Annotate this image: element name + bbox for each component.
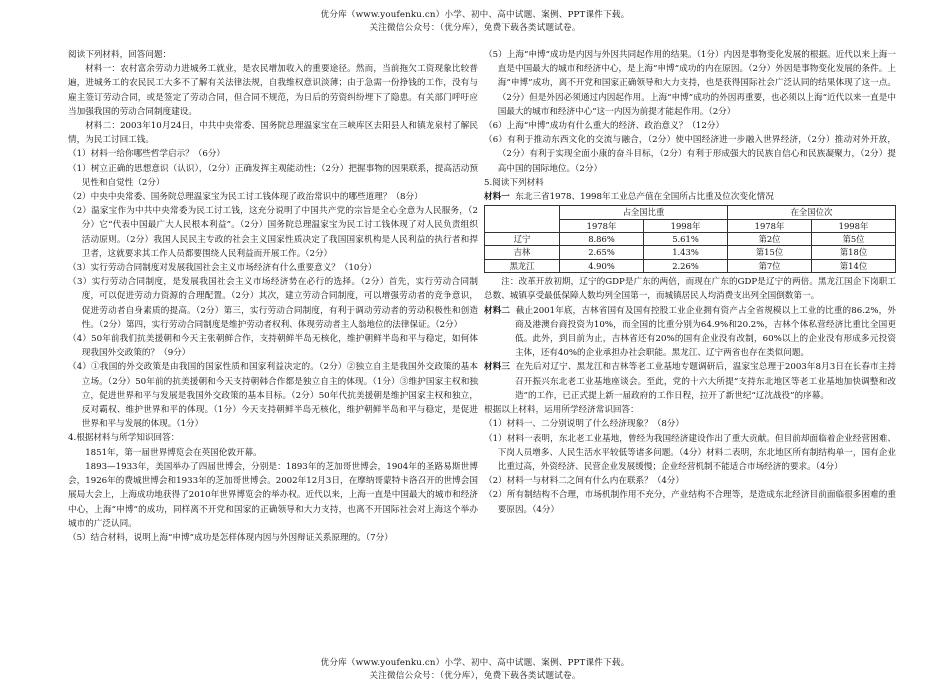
left-paragraph: （3）实行劳动合同制度对发展我国社会主义市场经济有什么重要意义？（10分） [68,263,377,274]
right-mid-section [484,275,896,303]
material-1-heading [484,190,896,204]
table-corner-cell [485,206,560,233]
left-paragraph: 材料一：农村富余劳动力进城务工就业，是农民增加收入的重要途径。然而，当前拖欠工资现象比较普遍，进城务工的农民民工大多不了解有关法律法规，自我维权意识淡薄；由于急需一份挣钱的工作，没有与雇主签订劳动合同，或是签定了劳动合同，但合同不规范，为日后的劳资纠纷埋下了隐患。有关部门呼吁应当加强我国的劳动合同制度建设。 [68,64,478,117]
table-row [485,246,896,259]
left-paragraph: （2）中央中央常委、国务院总理温家宝为民工讨工钱体现了政治常识中的哪些道理？（8分） [68,192,423,203]
right-top-paragraph: 5.阅读下列材料 [484,177,544,188]
table-year-header: 1978年 [560,219,644,232]
table-header-row [485,206,896,219]
left-paragraph: （3）实行劳动合同制度，是发展我国社会主义市场经济势在必行的选择。（2分）首先，实行劳动合同制度，可以促进劳动力资源的合理配置。（2分）其次，建立劳动合同制度，可以增强劳动者的竞争意识，促进劳动者自身素质的提高。（2分）第三，实行劳动合同制度，有利于调动劳动者的劳动积极性和创造性。（2分）第四，实行劳动合同制度是维护劳动者权利、体现劳动者主人翁地位的法律保证。（2分） [68,277,478,330]
table-group-rank: 在全国位次 [728,206,896,219]
material-2-text: 截止2001年底，吉林省国有及国有控股工业企业拥有资产占全省规模以上工业的比重的86.2%，外商及港澳台商投资为10%，而全国的比重分别为64.9%和20.2%，吉林个体私营经济比重比全国更低。此外，到目前为止，吉林省还有20%的国有企业没有改制，60%以上的企业没有形成多元投资主体，还有40%的企业承担办社会职能。黑龙江、辽宁两省也存在类似问题。 [514,305,896,359]
table-province: 辽宁 [485,233,560,246]
table-row [485,259,896,272]
table-cell: 2.26% [644,259,728,272]
right-bottom-section [484,403,896,517]
left-paragraph: 阅读下列材料，回答问题： [68,50,172,60]
right-bottom-paragraph: 根据以上材料，运用所学经济常识回答： [484,405,639,416]
table-cell: 4.90% [560,259,644,272]
left-paragraph: 1893—1933年，美国举办了四届世博会，分别是：1893年的芝加哥世博会，1904年的圣路易斯世博会，1926年的费城世博会和1933年的芝加哥世博会。2002年12月3日，在摩纳哥蒙特卡洛召开的世博会国展局大会上，上海成功地获得了2010年世界博览会的举办权。近代以来，上海一直是中国最大的城市和经济中心，上海“申博”的成功，同样离不开党和国家的正确领导和大力支持，也离不开国际社会对上海这个举办城市的广泛认同。 [68,461,478,529]
footer-line-1: 优分库（www.youfenku.cn）小学、初中、高中试题、案例、PPT课件下载。 [320,658,630,668]
right-top-paragraph: （5）上海“申博”成功是内因与外因共同起作用的结果。（1分）内因是事物变化发展的根据。近代以来上海一直是中国最大的城市和经济中心，是上海“申博”成功的内在原因。（2分）外因是事物变化发展的条件。上海“申博”成功，离不开党和国家正确领导和大力支持，也是获得国际社会广泛认同的结果体现了这一点。（2分）但是外因必须通过内因起作用。上海“申博”成功的外因再重要，也必须以上海“近代以来一直是中国最大的城市和经济中心”这一内因为前提才能起作用。（2分） [484,50,896,117]
right-top-paragraph: （6）有利于推动东西文化的交流与融合，（2分）使中国经济进一步融入世界经济，（2分）推动对外开放，（2分）有利于实现全面小康的奋斗目标，（2分）有利于形成强大的民族自信心和民族凝聚力，（2分）提高中国的国际地位。（2分） [484,135,896,174]
right-bottom-paragraph: （2）所有制结构不合理，市场机制作用不充分，产业结构不合理等，是造成东北经济目前面临很多困难的重要原因。（4分） [484,490,896,515]
material-3-label: 材料三 [484,362,511,373]
table-cell: 第2位 [728,233,812,246]
left-paragraph: （1）材料一给你哪些哲学启示？（6分） [68,149,226,160]
industry-share-table [484,205,896,273]
table-province: 吉林 [485,246,560,259]
table-year-header: 1998年 [644,219,728,232]
table-province: 黑龙江 [485,259,560,272]
left-paragraph: （1）树立正确的思想意识（认识），（2分）正确发挥主观能动性；（2分）把握事物的因果联系，提高活动预见性和自觉性（2分） [68,163,478,188]
table-cell: 1.43% [644,246,728,259]
material-1-title: 东北三省1978、1998年工业总产值在全国所占比重及位次变化情况 [515,192,774,203]
table-group-share: 占全国比重 [560,206,728,219]
right-top-paragraph: （6）上海“申博”成功有什么重大的经济、政治意义？（12分） [484,121,725,132]
table-cell: 8.86% [560,233,644,246]
left-paragraph: 材料二：2003年10月24日，中共中央常委、国务院总理温家宝在三峡库区去阳县人和镇龙泉村了解民情，为民工讨回工钱。 [68,121,478,146]
right-top-section [484,48,896,190]
table-cell: 5.61% [644,233,728,246]
left-column [68,48,478,545]
left-paragraph: 4.根据材料与所学知识回答： [68,433,180,444]
material-3 [484,360,896,403]
material-2 [484,304,896,361]
material-2-label: 材料二 [484,305,511,316]
right-column [484,48,896,517]
table-cell: 第14位 [812,259,896,272]
right-bottom-paragraph: （1）材料一表明，东北老工业基地，曾经为我国经济建设作出了重大贡献。但目前却面临着企业经营困难、下岗人员增多、人民生活水平较低等诸多问题。（4分）材料二表明，东北地区所有制结构单一，国有企业比重过高，外资经济、民营企业发展缓慢；企业经营机制不能适合市场经济的要求。（4分） [484,433,896,472]
right-bottom-paragraph: （1）材料一、二分别说明了什么经济现象？（8分） [484,419,684,430]
left-paragraph: （4）50年前我们抗美援朝和今天主张朝鲜合作，支持朝鲜半岛无核化，维护朝鲜半岛和平与稳定，如何体现我国外交政策的？（9分） [68,334,478,359]
material-3-text: 在先后对辽宁、黑龙江和吉林等老工业基地专题调研后，温家宝总理于2003年8月3日在长春市主持召开振兴东北老工业基地座谈会。至此，党的十六大所提“支持东北地区等老工业基地加快调整和改造”的工作，已正式提上新一届政府的工作日程，拉开了新世纪“辽沈战役”的序幕。 [514,362,897,401]
page-header [0,9,950,35]
footer-line-2: 关注微信公众号：（优分库），免费下载各类试题试卷。 [369,671,581,681]
header-line-2: 关注微信公众号：（优分库），免费下载各类试题试卷。 [369,23,581,33]
table-year-header: 1978年 [728,219,812,232]
right-mid-paragraph: 注：改革开放初期，辽宁的GDP是广东的两倍，而现在广东的GDP是辽宁的两倍。黑龙江国企下岗职工总数、城镇享受最低保障人数均列全国第一，而城镇居民人均消费支出列全国倒数第一。 [484,277,896,302]
page-footer [0,657,950,683]
header-line-1: 优分库（www.youfenku.cn）小学、初中、高中试题、案例、PPT课件下载。 [320,10,630,20]
table-cell: 第18位 [812,246,896,259]
table-cell: 第7位 [728,259,812,272]
right-bottom-paragraph: （2）材料一与材料二之间有什么内在联系？（4分） [484,476,684,487]
table-cell: 第5位 [812,233,896,246]
table-row [485,233,896,246]
material-1-label: 材料一 [484,192,510,203]
table-cell: 第15位 [728,246,812,259]
left-paragraph: （4）①我国的外交政策是由我国的国家性质和国家利益决定的。（2分）②独立自主是我国外交政策的基本立场。（2分）50年前的抗美援朝和今天支持朝韩合作都是独立自主的体现。（1分）③维护国家主权和独立，促进世界和平与发展是我国外交政策的基本目标。（2分）50年代抗美援朝是维护国家主权和独立，反对霸权、维护世界和平的体现。（1分）今天支持朝鲜半岛无核化，维护朝鲜半岛和平与稳定，是促进世界和平与发展的体现。（1分） [68,362,478,430]
left-paragraph: 1851年，第一届世界博览会在英国伦敦开幕。 [85,447,262,458]
left-paragraph: （5）结合材料，说明上海“申博”成功是怎样体现内因与外因辩证关系原理的。（7分） [68,532,393,543]
table-cell: 2.65% [560,246,644,259]
table-year-header: 1998年 [812,219,896,232]
left-paragraph: （2）温家宝作为中共中央常委为民工讨工钱，这充分说明了中国共产党的宗旨是全心全意为人民服务，（2分）它“代表中国最广大人民根本利益”。（2分）国务院总理温家宝为民工讨工钱体现了对人民负责组织活动原则。（2分）我国人民民主专政的社会主义国家性质决定了我国国家机构是人民利益的执行者和捍卫者，这就要求其工作人员都要围绕人民利益而开展工作。（2分） [68,206,478,259]
